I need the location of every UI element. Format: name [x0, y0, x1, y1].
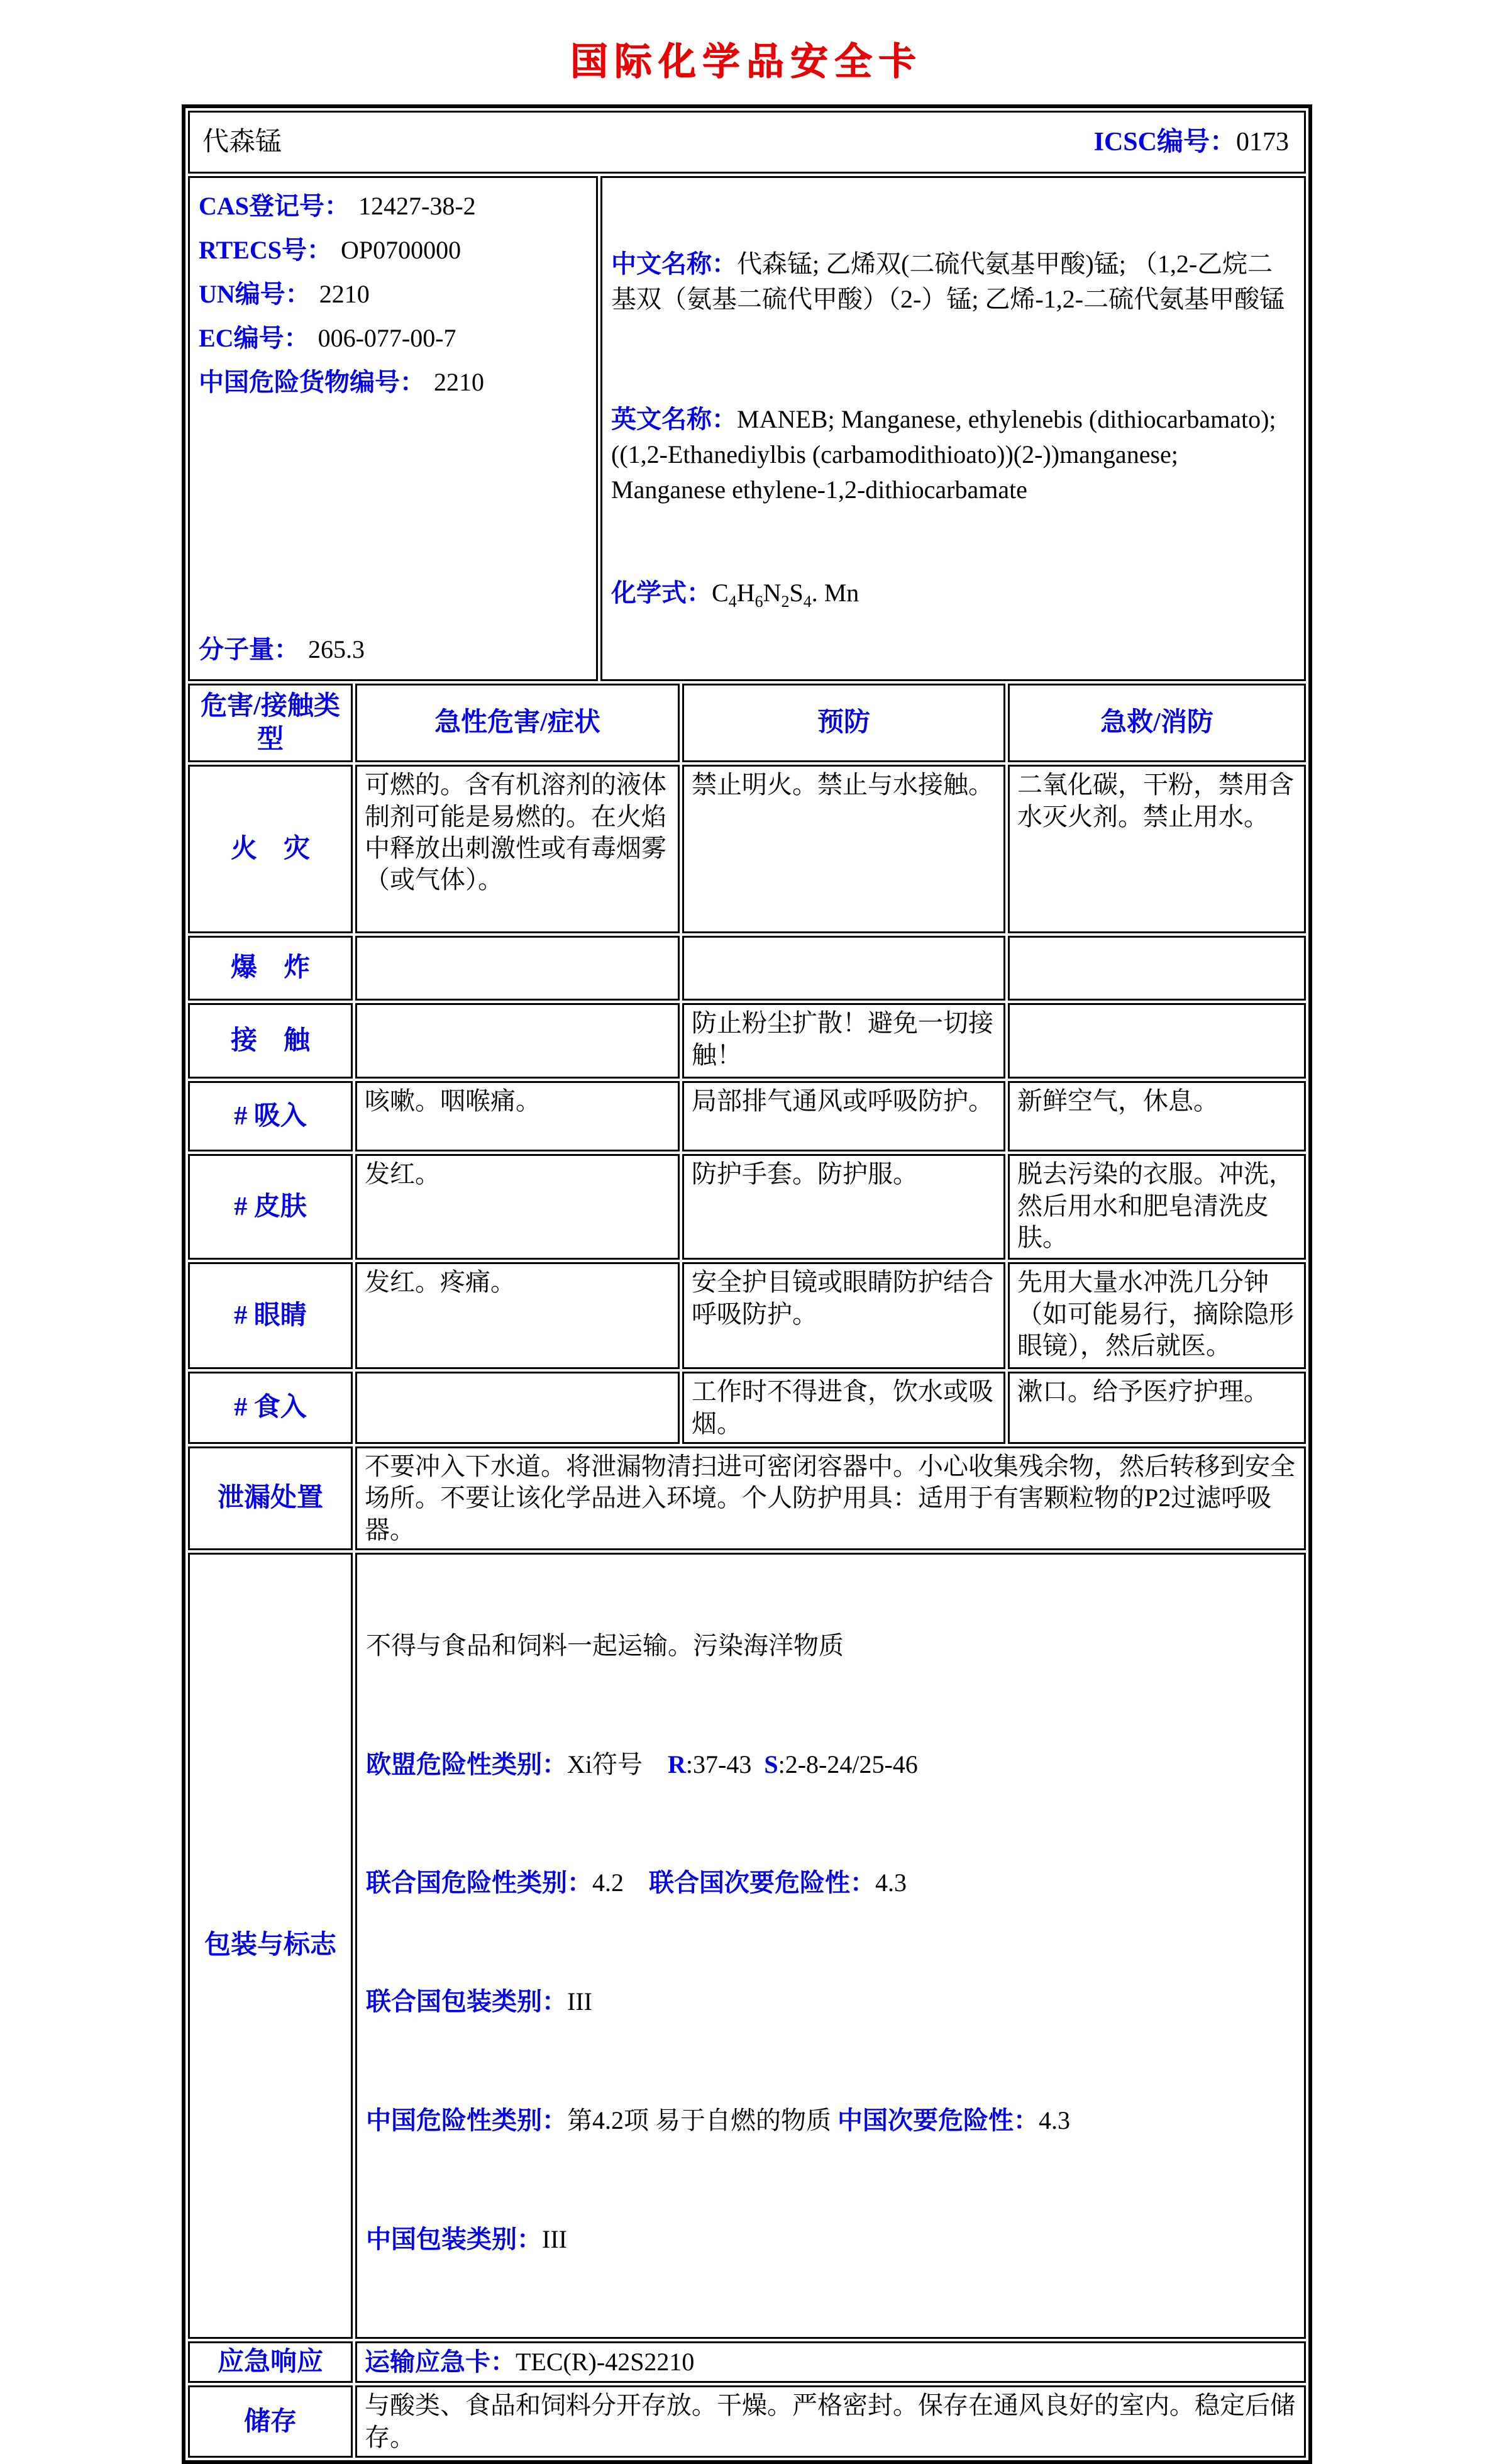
packaging-line-transport: 不得与食品和饲料一起运输。污染海洋物质 — [366, 1631, 844, 1660]
identity-row — [188, 176, 1306, 681]
row-label-eyes: # 眼睛 — [188, 1262, 353, 1369]
rtecs-number-label: RTECS号： — [199, 236, 332, 264]
row-label-packaging: 包装与标志 — [188, 1553, 353, 2338]
hazard-row-inhalation — [188, 1081, 1306, 1152]
eyes-prevention: 安全护目镜或眼睛防护结合呼吸防护。 — [682, 1262, 1005, 1369]
hazard-row-explosion — [188, 936, 1306, 1001]
title-row — [188, 111, 1306, 174]
header-firefighting: 急救/消防 — [1008, 684, 1306, 762]
ec-number-line — [199, 316, 590, 360]
un-number-label: UN编号： — [199, 280, 311, 308]
explosion-firefighting — [1008, 936, 1306, 1001]
row-label-emergency: 应急响应 — [188, 2341, 353, 2384]
packaging-line-un-class: 联合国危险性类别：4.2 联合国次要危险性：4.3 — [366, 1868, 907, 1897]
icsc-number-group — [1094, 126, 1289, 159]
icsc-number-label: ICSC编号： — [1093, 127, 1236, 157]
english-name-value: MANEB; Manganese, ethylenebis (dithiocarbamato); ((1,2-Ethanediylbis (carbamodithioato))(2-))manganese; Manganese ethylene-1,2-dithiocarbamate — [611, 404, 1283, 504]
rtecs-number-value: OP0700000 — [340, 236, 461, 264]
icsc-card — [182, 104, 1312, 2464]
icsc-page — [0, 31, 1492, 2451]
packaging-line-un-packgroup: 联合国包装类别：III — [366, 1987, 592, 2016]
formula-line — [611, 575, 1295, 611]
header-hazard-type: 危害/接触类型 — [188, 684, 353, 762]
hazard-row-fire — [188, 765, 1306, 933]
header-prevention: 预防 — [682, 684, 1005, 762]
ingestion-prevention: 工作时不得进食，饮水或吸烟。 — [682, 1372, 1005, 1444]
rtecs-number-line — [199, 228, 590, 272]
exposure-prevention: 防止粉尘扩散！避免一切接触！ — [682, 1003, 1005, 1079]
substance-name: 代森锰 — [202, 127, 282, 157]
molecular-weight-line — [199, 628, 590, 672]
inhalation-symptoms: 咳嗽。咽喉痛。 — [355, 1081, 680, 1152]
cas-number-value: 12427-38-2 — [358, 192, 476, 220]
packaging-line-eu-class: 欧盟危险性类别：Xi符号 R:37-43 S:2-8-24/25-46 — [366, 1750, 918, 1779]
chinese-name-label: 中文名称： — [611, 249, 737, 278]
cas-number-line — [199, 184, 590, 228]
eyes-firefighting: 先用大量水冲洗几分钟（如可能易行，摘除隐形眼镜），然后就医。 — [1008, 1262, 1306, 1369]
english-name-label: 英文名称： — [611, 404, 737, 433]
cas-number-label: CAS登记号： — [199, 192, 350, 220]
storage-text: 与酸类、食品和饲料分开存放。干燥。严格密封。保存在通风良好的室内。稳定后储存。 — [355, 2385, 1306, 2458]
skin-prevention: 防护手套。防护服。 — [682, 1154, 1005, 1260]
row-label-explosion: 爆 炸 — [188, 936, 353, 1001]
explosion-prevention — [682, 936, 1005, 1001]
eyes-symptoms: 发红。疼痛。 — [355, 1262, 680, 1369]
english-name-line — [611, 402, 1295, 508]
storage-row — [188, 2385, 1306, 2458]
china-dg-number-line — [199, 360, 590, 404]
row-label-ingestion: # 食入 — [188, 1372, 353, 1444]
explosion-symptoms — [355, 936, 680, 1001]
exposure-firefighting — [1008, 1003, 1306, 1079]
hazard-row-skin — [188, 1154, 1306, 1260]
page-title: 国际化学品安全卡 — [570, 41, 922, 82]
un-number-line — [199, 272, 590, 316]
fire-prevention: 禁止明火。禁止与水接触。 — [682, 765, 1005, 933]
china-dg-number-value: 2210 — [434, 368, 484, 396]
hazard-row-eyes — [188, 1262, 1306, 1369]
un-number-value: 2210 — [319, 280, 370, 308]
hazard-row-exposure — [188, 1003, 1306, 1079]
hazard-row-ingestion — [188, 1372, 1306, 1444]
inhalation-firefighting: 新鲜空气，休息。 — [1008, 1081, 1306, 1152]
skin-firefighting: 脱去污染的衣服。冲洗，然后用水和肥皂清洗皮肤。 — [1008, 1154, 1306, 1260]
ingestion-symptoms — [355, 1372, 680, 1444]
title-cell — [188, 111, 1306, 174]
exposure-symptoms — [355, 1003, 680, 1079]
fire-firefighting: 二氧化碳，干粉，禁用含水灭火剂。禁止用水。 — [1008, 765, 1306, 933]
inhalation-prevention: 局部排气通风或呼吸防护。 — [682, 1081, 1005, 1152]
ec-number-label: EC编号： — [199, 324, 309, 352]
ec-number-value: 006-077-00-7 — [318, 324, 456, 352]
packaging-row — [188, 1553, 1306, 2338]
packaging-content — [355, 1553, 1306, 2338]
spillage-text: 不要冲入下水道。将泄漏物清扫进可密闭容器中。小心收集残余物，然后转移到安全场所。不要让该化学品进入环境。个人防护用具：适用于有害颗粒物的P2过滤呼吸器。 — [355, 1446, 1306, 1550]
names-cell — [600, 176, 1306, 681]
fire-symptoms: 可燃的。含有机溶剂的液体制剂可能是易燃的。在火焰中释放出刺激性或有毒烟雾（或气体）。 — [355, 765, 680, 933]
header-acute-symptoms: 急性危害/症状 — [355, 684, 680, 762]
emergency-text: 运输应急卡： TEC(R)-42S2210 — [355, 2341, 1306, 2384]
row-label-spillage: 泄漏处置 — [188, 1446, 353, 1550]
molecular-weight-label: 分子量： — [199, 635, 299, 664]
spillage-row — [188, 1446, 1306, 1550]
packaging-line-china-packgroup: 中国包装类别：III — [366, 2224, 567, 2253]
ingestion-firefighting: 漱口。给予医疗护理。 — [1008, 1372, 1306, 1444]
icsc-number-value: 0173 — [1236, 127, 1289, 157]
row-label-skin: # 皮肤 — [188, 1154, 353, 1260]
china-dg-number-label: 中国危险货物编号： — [199, 368, 425, 396]
formula-label: 化学式： — [611, 579, 712, 608]
row-label-exposure: 接 触 — [188, 1003, 353, 1079]
packaging-line-china-class: 中国危险性类别：第4.2项 易于自燃的物质 中国次要危险性：4.3 — [366, 2106, 1070, 2134]
row-label-storage: 储存 — [188, 2385, 353, 2458]
molecular-weight-value: 265.3 — [308, 635, 365, 664]
hazard-header-row — [188, 684, 1306, 762]
chinese-name-value: 代森锰; 乙烯双(二硫代氨基甲酸)锰; （1,2-乙烷二基双（氨基二硫代甲酸）（2-）锰; 乙烯-1,2-二硫代氨基甲酸锰 — [611, 249, 1285, 313]
identifiers-cell — [188, 176, 598, 681]
formula-value: $C_4H_6N_2S_4$. Mn — [712, 579, 859, 611]
emergency-row — [188, 2341, 1306, 2384]
row-label-fire: 火 灾 — [188, 765, 353, 933]
skin-symptoms: 发红。 — [355, 1154, 680, 1260]
chinese-name-line — [611, 247, 1295, 317]
row-label-inhalation: # 吸入 — [188, 1081, 353, 1152]
